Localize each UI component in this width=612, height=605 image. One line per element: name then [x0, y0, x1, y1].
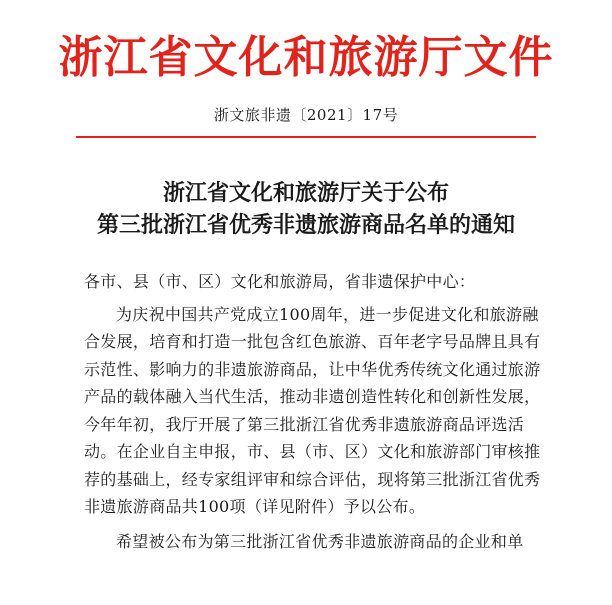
document-title — [0, 178, 612, 242]
paragraph-1-line: 为庆祝中国共产党成立100周年，进一步促进文化和旅游融 — [116, 304, 539, 324]
title-line-1: 浙江省文化和旅游厅关于公布 — [162, 181, 449, 206]
paragraph-1-line: 荐的基础上，经专家组评审和综合评估，现将第三批浙江省优秀 — [84, 469, 541, 489]
masthead-divider — [76, 136, 536, 138]
document-body — [84, 268, 544, 555]
paragraph-2-line: 希望被公布为第三批浙江省优秀非遗旅游商品的企业和单 — [116, 531, 524, 551]
paragraph-1-line: 产品的载体融入当代生活，推动非遗创造性转化和创新性发展， — [84, 387, 541, 406]
paragraph-1-line: 今年年初，我厅开展了第三批浙江省优秀非遗旅游商品评选活 — [84, 414, 525, 434]
document-number: 浙文旅非遗〔2021〕17号 — [213, 106, 399, 124]
paragraph-1-line: 动。在企业自主申报，市、县（市、区）文化和旅游部门审核推 — [84, 442, 541, 461]
paragraph-1-line: 示范性、影响力的非遗旅游商品，让中华优秀传统文化通过旅游 — [84, 359, 541, 379]
paragraph-1-line: 非遗旅游商品共100项（详见附件）予以公布。 — [84, 497, 426, 516]
paragraph-1-line: 合发展，培育和打造一批包含红色旅游、百年老字号品牌且具有 — [84, 332, 541, 351]
title-line-2: 第三批浙江省优秀非遗旅游商品名单的通知 — [96, 213, 515, 238]
salutation: 各市、县（市、区）文化和旅游局，省非遗保护中心： — [84, 272, 476, 291]
document-masthead: 浙江省文化和旅游厅文件 — [58, 32, 554, 83]
